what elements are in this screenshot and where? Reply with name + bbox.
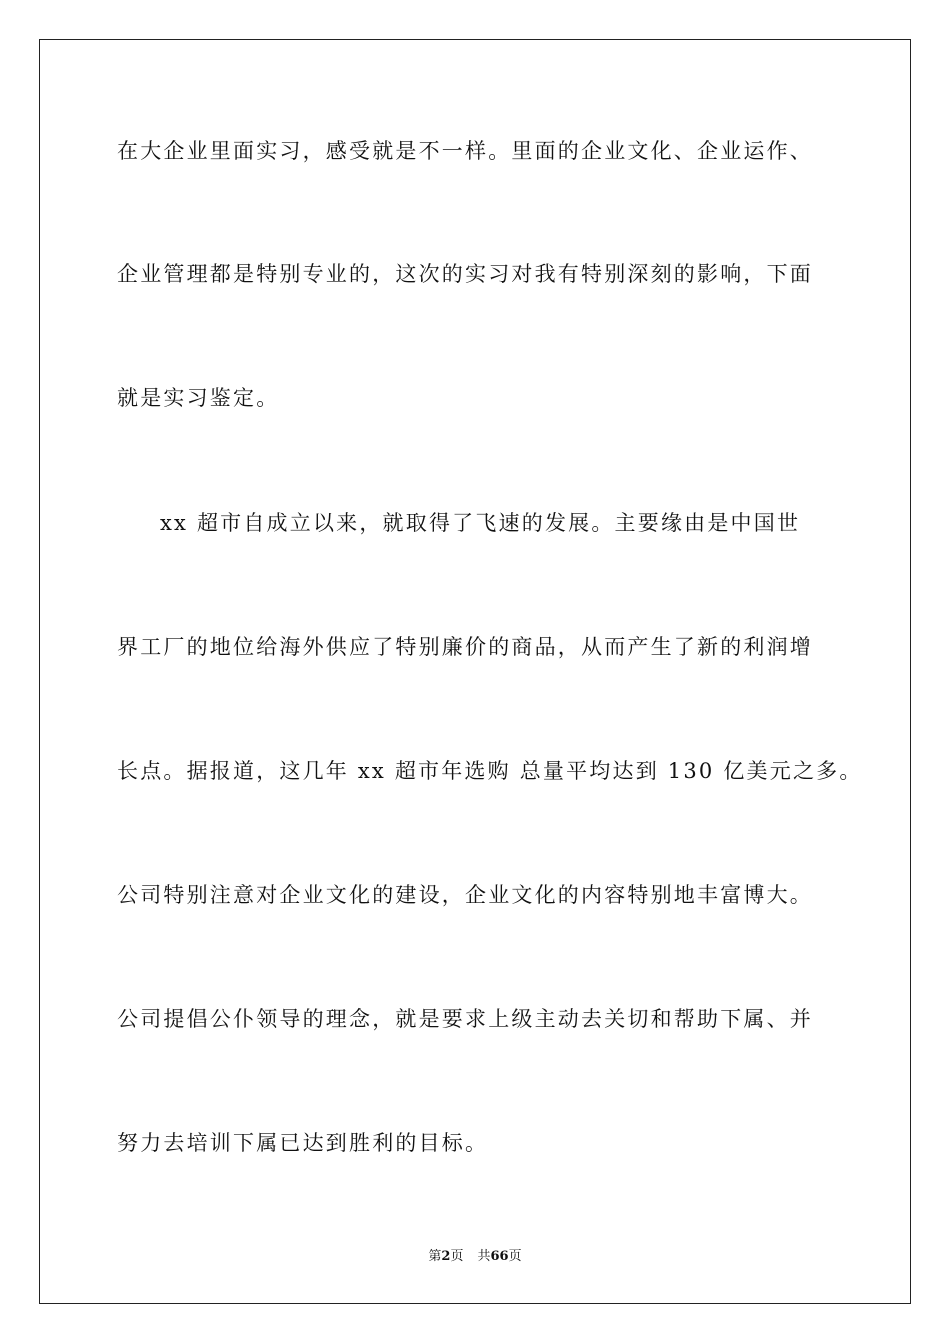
page-prefix: 第 bbox=[428, 1249, 442, 1264]
page-border bbox=[39, 39, 911, 1304]
page-number: 2 bbox=[441, 1249, 451, 1264]
text-line: 公司提倡公仆领导的理念，就是要求上级主动去关切和帮助下属、并 bbox=[117, 1007, 813, 1031]
text-line: 界工厂的地位给海外供应了特别廉价的商品，从而产生了新的利润增 bbox=[117, 635, 813, 659]
total-prefix: 共 bbox=[477, 1249, 491, 1264]
text-line: xx 超市自成立以来，就取得了飞速的发展。主要缘由是中国世 bbox=[160, 511, 801, 535]
text-line: 公司特别注意对企业文化的建设，企业文化的内容特别地丰富博大。 bbox=[117, 883, 813, 907]
text-line: 在大企业里面实习，感受就是不一样。里面的企业文化、企业运作、 bbox=[117, 139, 813, 163]
text-line: 就是实习鉴定。 bbox=[117, 386, 280, 410]
page-suffix: 页 bbox=[450, 1249, 464, 1264]
text-line: 努力去培训下属已达到胜利的目标。 bbox=[117, 1131, 489, 1155]
text-line: 长点。据报道，这几年 xx 超市年选购 总量平均达到 130 亿美元之多。 bbox=[117, 759, 863, 783]
total-pages: 66 bbox=[490, 1249, 509, 1264]
total-suffix: 页 bbox=[508, 1249, 522, 1264]
page-footer bbox=[0, 1248, 950, 1266]
text-line: 企业管理都是特别专业的，这次的实习对我有特别深刻的影响，下面 bbox=[117, 262, 813, 286]
